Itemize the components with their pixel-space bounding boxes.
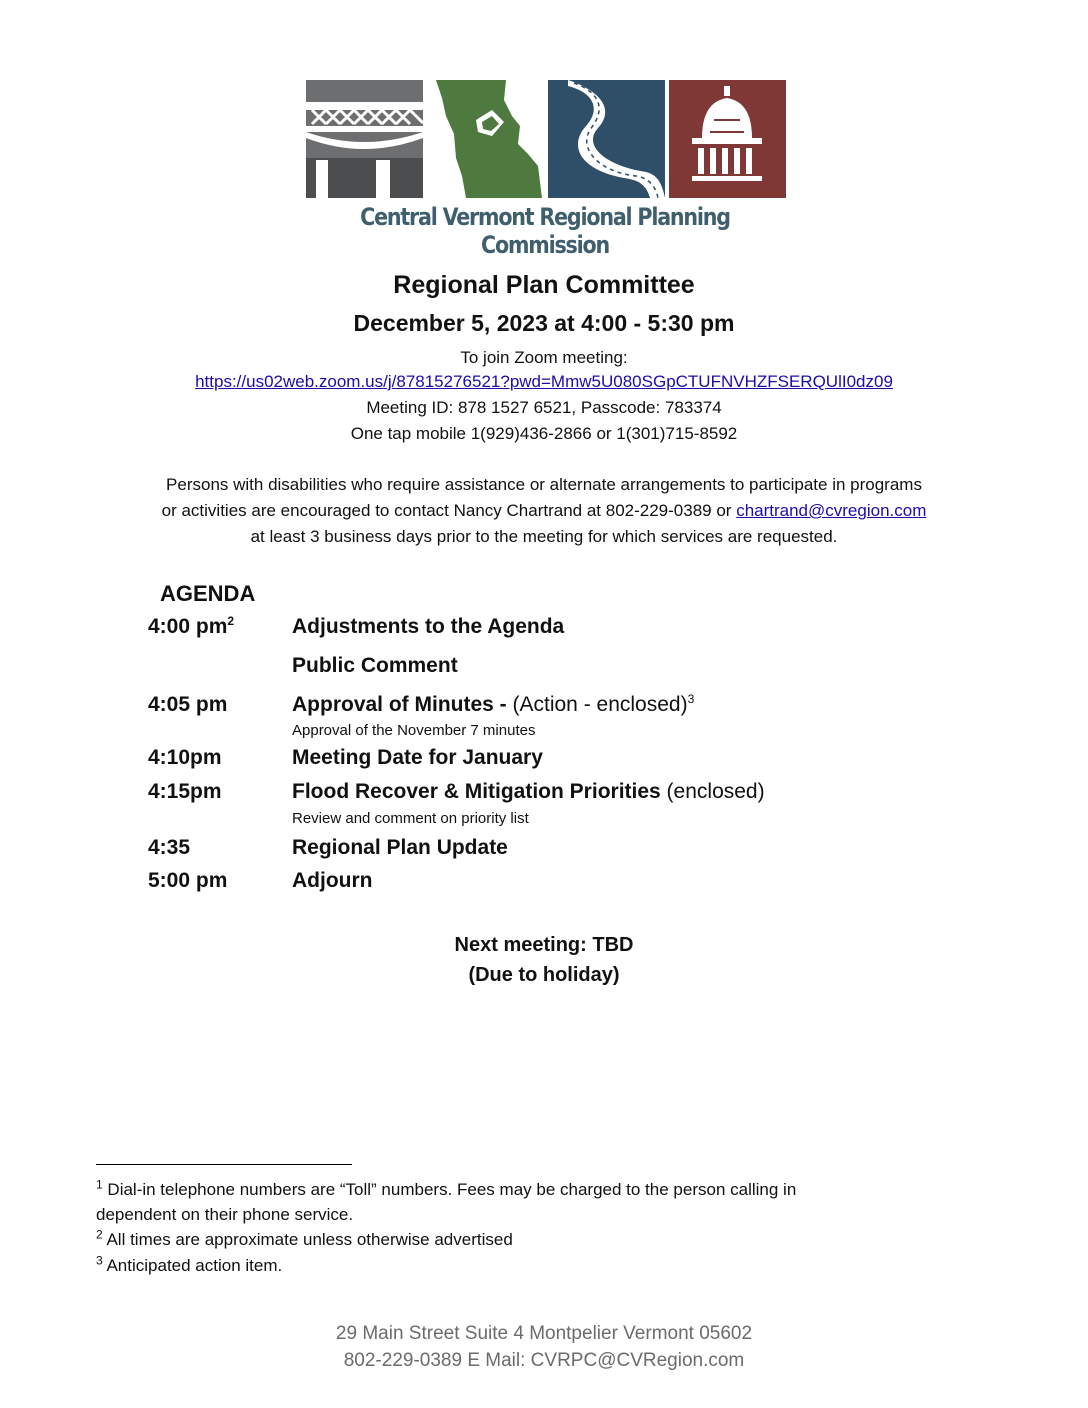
agenda-item: Approval of Minutes - (Action - enclosed)$^3$	[292, 692, 695, 716]
footnote-1-cont: dependent on their phone service.	[96, 1205, 354, 1224]
footnote-3: $^3$ Anticipated action item.	[96, 1253, 283, 1275]
footnote-2: $^2$ All times are approximate unless otherwise advertised	[96, 1227, 513, 1249]
agenda-time: 4:10pm	[148, 746, 222, 769]
meeting-id: Meeting ID: 878 1527 6521, Passcode: 783374	[366, 398, 722, 417]
capitol-dome-icon	[669, 80, 786, 198]
vermont-map-icon	[427, 80, 544, 198]
agenda-time: 4:35	[148, 836, 191, 859]
agenda-item: Meeting Date for January	[292, 746, 543, 769]
cvrpc-logo	[306, 80, 786, 198]
agenda-item: Regional Plan Update	[292, 836, 508, 859]
footer-address: 29 Main Street Suite 4 Montpelier Vermont 05602	[335, 1323, 753, 1344]
zoom-intro: To join Zoom meeting:	[460, 348, 628, 367]
next-meeting-note: (Due to holiday)	[468, 964, 620, 986]
disability-line-3: at least 3 business days prior to the meeting for which services are requested.	[250, 527, 838, 546]
disability-line-2	[0, 501, 1088, 521]
agenda-time: 5:00 pm	[148, 869, 228, 892]
disability-line-1: Persons with disabilities who require assistance or alternate arrangements to participate in programs	[166, 475, 922, 494]
page-title: Regional Plan Committee	[393, 271, 695, 299]
agenda-item: Adjourn	[292, 869, 373, 892]
agenda-subitem: Approval of the November 7 minutes	[292, 722, 536, 739]
bridge-icon	[306, 80, 423, 198]
contact-email-link[interactable]: chartrand@cvregion.com	[736, 501, 927, 520]
zoom-link[interactable]: https://us02web.zoom.us/j/87815276521?pwd=Mmw5U080SGpCTUFNVHZFSERQUlI0dz09	[195, 372, 893, 391]
agenda-item: Adjustments to the Agenda	[292, 615, 565, 638]
agenda-heading: AGENDA	[160, 581, 256, 606]
agenda-item: Flood Recover & Mitigation Priorities (enclosed)	[292, 780, 765, 803]
agenda-subitem: Review and comment on priority list	[292, 810, 529, 827]
footer-contact: 802-229-0389 E Mail: CVRPC@CVRegion.com	[343, 1350, 745, 1371]
disability-line-2-text: or activities are encouraged to contact Nancy Chartrand at 802-229-0389 or	[161, 501, 737, 520]
zoom-link-row	[0, 372, 1088, 392]
river-road-icon	[548, 80, 665, 198]
agenda-time: 4:05 pm	[148, 693, 228, 716]
meeting-date: December 5, 2023 at 4:00 - 5:30 pm	[353, 310, 735, 336]
next-meeting: Next meeting: TBD	[454, 934, 634, 956]
footnote-divider	[96, 1164, 352, 1165]
one-tap-mobile: One tap mobile 1(929)436-2866 or 1(301)715-8592	[350, 424, 738, 443]
footnote-1: $^1$ Dial-in telephone numbers are “Toll” numbers. Fees may be charged to the person calling in	[96, 1177, 797, 1199]
agenda-time: 4:00 $pm^2$	[148, 614, 235, 638]
org-name: Central Vermont Regional Planning Commission	[360, 203, 730, 259]
agenda-time: 4:15pm	[148, 780, 222, 803]
agenda-item: Public Comment	[292, 654, 458, 677]
